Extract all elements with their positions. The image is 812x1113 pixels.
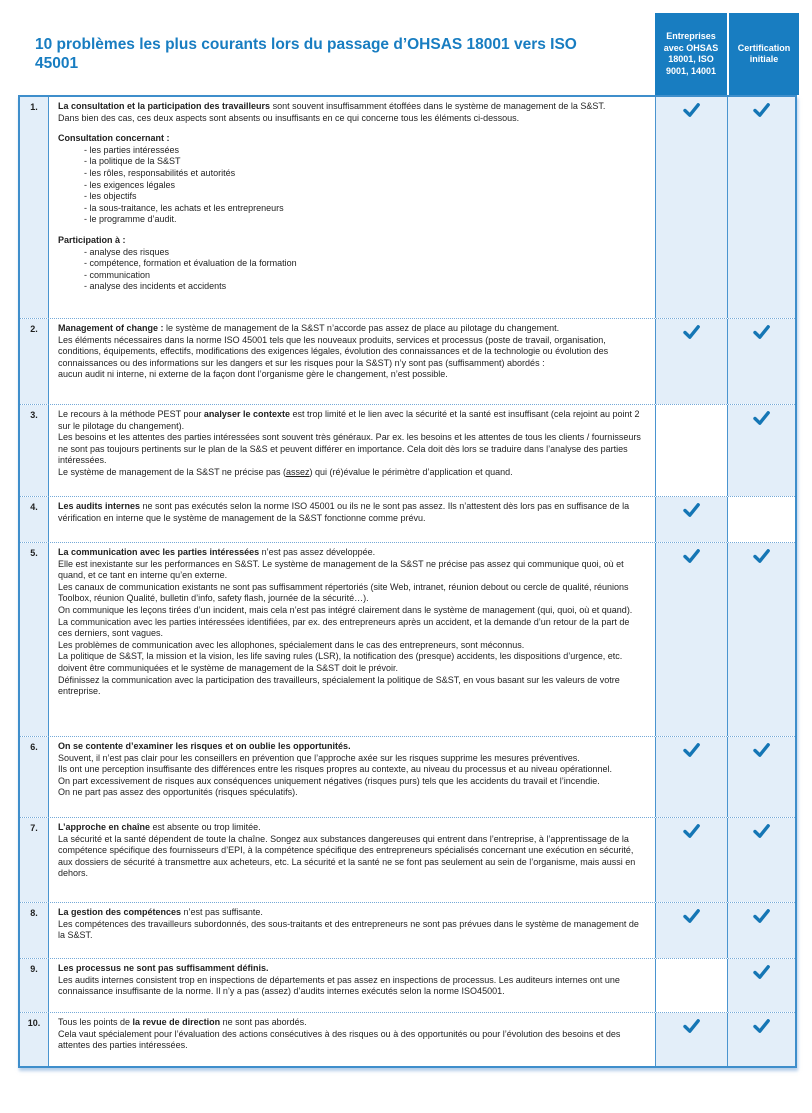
paragraph: La consultation et la participation des travailleurs sont souvent insuffisamment étoffées dans le système de management de la S&ST.: [58, 101, 606, 111]
check-cell-initial: [727, 1013, 795, 1066]
check-cell-initial: [727, 818, 795, 902]
row-number: 9.: [20, 959, 48, 1012]
column-header-initial: Certification initiale: [729, 13, 799, 95]
check-cell-companies: [655, 319, 727, 404]
row-number: 4.: [20, 497, 48, 542]
row-content: [48, 97, 655, 318]
check-cell-companies: [655, 737, 727, 817]
check-icon: [753, 549, 770, 563]
table-row: [20, 404, 795, 496]
paragraph: La gestion des compétences n’est pas suffisante.: [58, 907, 263, 917]
list-item: - la politique de la S&ST: [84, 156, 181, 167]
paragraph: On part excessivement de risques aux conséquences uniquement négatives (risques purs) tels que les accidents du travail et l’incendie.: [58, 775, 600, 786]
check-icon: [753, 824, 770, 838]
check-icon: [753, 325, 770, 339]
paragraph: Dans bien des cas, ces deux aspects sont absents ou insuffisants en ce qui concerne tous les éléments ci-dessous.: [58, 112, 520, 123]
check-icon: [683, 103, 700, 117]
paragraph: Management of change : le système de management de la S&ST n’accorde pas assez de place au pilotage du changement.: [58, 323, 560, 333]
check-cell-companies: [655, 97, 727, 318]
paragraph: Elle est inexistante sur les performances en S&ST. Le système de management de la S&ST ne précise pas assez qui communique quoi, où et quand, et ce tant en interne qu’en externe.: [58, 558, 624, 581]
bullet-list: [58, 145, 645, 226]
paragraph: La sécurité et la santé dépendent de toute la chaîne. Songez aux substances dangereuses qui entrent dans l’entreprise, à l’apprentissage de la compétence spécifique des fournisseurs d’EPI, à la compétence spécifique des entrepreneurs spécialisés concernant une exécution en sécurité, aux dossiers de sécurité à transmettre aux acheteurs, etc. La sécurité et la santé ne se font pas seulement au sein de l’organisme, mais aussi en dehors.: [58, 833, 636, 879]
paragraph: Cela vaut spécialement pour l’évaluation des actions consécutives à des risques ou à des opportunités ou pour l’évolution des besoins et des attentes des parties intéressées.: [58, 1028, 621, 1051]
row-content: [48, 959, 655, 1012]
check-icon: [753, 411, 770, 425]
column-header-companies: Entreprises avec OHSAS 18001, ISO 9001, 14001: [655, 13, 727, 95]
list-item: - compétence, formation et évaluation de la formation: [84, 258, 297, 269]
row-content: [48, 319, 655, 404]
check-icon: [753, 103, 770, 117]
row-content: [48, 543, 655, 736]
paragraph: L’approche en chaîne est absente ou trop limitée.: [58, 822, 261, 832]
page-title: 10 problèmes les plus courants lors du passage d’OHSAS 18001 vers ISO 45001: [35, 36, 577, 72]
problems-table: [18, 95, 797, 1068]
check-cell-initial: [727, 497, 795, 542]
list-item: - analyse des risques: [84, 246, 170, 257]
table-row: [20, 958, 795, 1012]
check-icon: [753, 965, 770, 979]
list-item: - la sous-traitance, les achats et les entrepreneurs: [84, 202, 284, 213]
check-cell-companies: [655, 405, 727, 496]
row-content: [48, 903, 655, 958]
title-area: [18, 13, 653, 95]
paragraph: Ils ont une perception insuffisante des différences entre les risques propres au contexte, au niveau du processus et au niveau opérationnel.: [58, 764, 613, 775]
row-number: 1.: [20, 97, 48, 318]
check-cell-companies: [655, 543, 727, 736]
paragraph: Les processus ne sont pas suffisamment définis.: [58, 963, 269, 973]
paragraph: On se contente d’examiner les risques et on oublie les opportunités.: [58, 741, 351, 751]
table-row: [20, 542, 795, 736]
row-content: [48, 737, 655, 817]
check-cell-initial: [727, 903, 795, 958]
paragraph: Consultation concernant :: [58, 133, 170, 144]
check-cell-companies: [655, 1013, 727, 1066]
check-cell-initial: [727, 97, 795, 318]
paragraph: Les besoins et les attentes des parties intéressées sont souvent très généraux. Par ex. les besoins et les attentes de tous les clients / fournisseurs ne sont pas toujours pertinents sur le plan de la S&S et peuvent différer en importance. Cela doit dès lors se traduire dans l’analyse des parties intéressées.: [58, 432, 641, 466]
check-icon: [753, 909, 770, 923]
check-cell-initial: [727, 319, 795, 404]
row-number: 3.: [20, 405, 48, 496]
paragraph: Les compétences des travailleurs subordonnés, des sous-traitants et des entrepreneurs ne sont pas prévues dans le système de management de la S&ST.: [58, 918, 639, 941]
check-cell-companies: [655, 497, 727, 542]
table-row: [20, 496, 795, 542]
check-icon: [753, 743, 770, 757]
paragraph: Le recours à la méthode PEST pour analyser le contexte est trop limité et le lien avec la sécurité et la santé est insuffisant (cela rejoint au point 2 sur le pilotage du changement).: [58, 409, 640, 431]
paragraph: aucun audit ni interne, ni externe de la façon dont l’organisme gère le changement, n’est possible.: [58, 369, 448, 380]
paragraph: Les audits internes consistent trop en inspections de départements et pas assez en inspections de processus. Les auditeurs internes ont une connaissance insuffisante de la norme. Il n’y a pas (assez) d’audits internes exécutés selon la norme ISO45001.: [58, 974, 620, 997]
paragraph: La communication avec les parties intéressées identifiées, par ex. des entrepreneurs après un accident, et la demande d’un retour de la part de ces derniers, sont vagues.: [58, 616, 630, 639]
table-row: [20, 1012, 795, 1066]
check-cell-initial: [727, 405, 795, 496]
list-item: - les objectifs: [84, 191, 137, 202]
paragraph: La communication avec les parties intéressées n’est pas assez développée.: [58, 547, 376, 557]
table-row: [20, 318, 795, 404]
paragraph: On communique les leçons tirées d’un incident, mais cela n’est pas intégré clairement dans le système de management (qui, quoi, où et quand).: [58, 604, 633, 615]
check-icon: [683, 909, 700, 923]
check-cell-initial: [727, 543, 795, 736]
check-icon: [683, 743, 700, 757]
check-cell-companies: [655, 818, 727, 902]
paragraph: Le système de management de la S&ST ne précise pas (assez) qui (ré)évalue le périmètre d’application et quand.: [58, 466, 513, 477]
check-cell-companies: [655, 959, 727, 1012]
row-number: 8.: [20, 903, 48, 958]
check-cell-companies: [655, 903, 727, 958]
list-item: - communication: [84, 269, 151, 280]
table-header: [18, 13, 797, 95]
paragraph: Tous les points de la revue de direction ne sont pas abordés.: [58, 1017, 307, 1027]
row-content: [48, 405, 655, 496]
list-item: - les exigences légales: [84, 179, 176, 190]
list-item: - les parties intéressées: [84, 144, 180, 155]
paragraph: Définissez la communication avec la participation des travailleurs, spécialement la politique de S&ST, en vous basant sur les valeurs de votre entreprise.: [58, 674, 620, 697]
paragraph: Participation à :: [58, 234, 126, 245]
row-content: [48, 1013, 655, 1066]
paragraph: Souvent, il n’est pas clair pour les conseillers en prévention que l’approche axée sur les risques supprime les mesures préventives.: [58, 752, 580, 763]
paragraph: On ne part pas assez des opportunités (risques spéculatifs).: [58, 787, 298, 798]
row-number: 7.: [20, 818, 48, 902]
check-icon: [683, 549, 700, 563]
paragraph: La politique de S&ST, la mission et la vision, les life saving rules (LSR), la notification des (presque) accidents, les dispositions d’urgence, etc. doivent être communiquées et le système de management de la S&ST doit le prévoir.: [58, 651, 623, 673]
row-number: 6.: [20, 737, 48, 817]
row-number: 5.: [20, 543, 48, 736]
list-item: - analyse des incidents et accidents: [84, 281, 227, 292]
bullet-list: [58, 247, 645, 293]
paragraph: Les audits internes ne sont pas exécutés selon la norme ISO 45001 ou ils ne le sont pas assez. Ils n’attestent dès lors pas en suffisance de la vérification en interne que le système de management de la S&ST fonctionne comme prévu.: [58, 501, 630, 523]
row-number: 10.: [20, 1013, 48, 1066]
paragraph: Les éléments nécessaires dans la norme ISO 45001 tels que les nouveaux produits, services et processus (poste de travail, organisation, conditions, équipements, effectifs, modifications des exigences légales, évolution des connaissances et de la technologie ou évolution des connaissances ou des informations sur les dangers et sur les risques pour la S&ST) n’y sont pas (suffisamment) abordés :: [58, 334, 609, 368]
paragraph: Les problèmes de communication avec les allophones, spécialement dans le cas des entrepreneurs, sont méconnus.: [58, 639, 525, 650]
row-content: [48, 497, 655, 542]
list-item: - le programme d’audit.: [84, 214, 177, 225]
check-icon: [683, 1019, 700, 1033]
table-row: [20, 817, 795, 902]
list-item: - les rôles, responsabilités et autorités: [84, 167, 236, 178]
check-icon: [683, 503, 700, 517]
check-icon: [753, 1019, 770, 1033]
row-number: 2.: [20, 319, 48, 404]
check-cell-initial: [727, 959, 795, 1012]
table-row: [20, 902, 795, 958]
paragraph: Les canaux de communication existants ne sont pas suffisamment répertoriés (site Web, intranet, réunion debout ou cercle de qualité, réunions Toolbox, réunion Qualité, bulletin d’info, safety flash, journée de la sécurité…).: [58, 581, 629, 604]
document-sheet: [0, 13, 812, 1068]
table-row: [20, 97, 795, 318]
check-icon: [683, 824, 700, 838]
check-icon: [683, 325, 700, 339]
row-content: [48, 818, 655, 902]
table-row: [20, 736, 795, 817]
check-cell-initial: [727, 737, 795, 817]
